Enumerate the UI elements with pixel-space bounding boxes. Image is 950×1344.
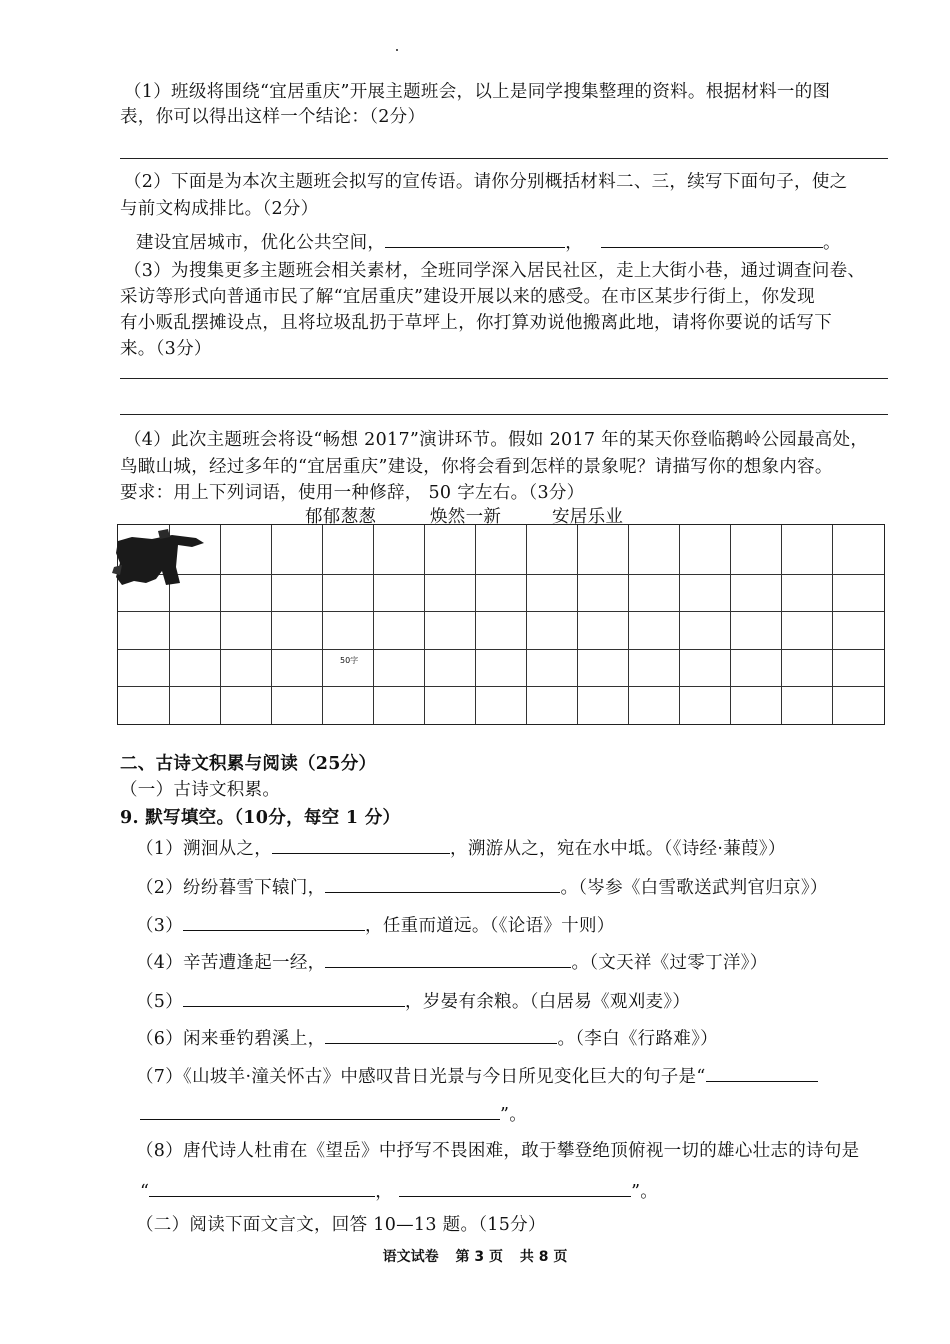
fill-6-post: 。（李白《行路难》） [557,1029,718,1049]
fill-1-blank[interactable] [272,835,450,854]
fill-3-blank[interactable] [183,912,365,931]
q2-sentence [136,229,841,255]
grid-col-line [526,525,527,724]
section2b-title: （二）阅读下面文言文，回答 10—13 题。（15分） [136,1215,546,1235]
q1-line1: （1）班级将围绕“宜居重庆”开展主题班会，以上是同学搜集整理的资料。根据材料一的图 [124,82,831,102]
q3-answer-line-2[interactable] [120,414,888,415]
grid-col-line [475,525,476,724]
footer-total: 共 8 页 [519,1249,568,1265]
grid-row-line [118,611,884,612]
fill-7 [136,1063,818,1089]
fill-1-post: ，溯游从之，宛在水中坻。（《诗经·蒹葭》） [450,839,786,859]
fill-7-pre: （7）《山坡羊·潼关怀古》中感叹昔日光景与今日所见变化巨大的句子是“ [136,1067,706,1087]
q4-word-3: 安居乐业 [552,507,624,527]
fill-6-pre: （6）闲来垂钓碧溪上， [136,1029,326,1049]
grid-col-line [424,525,425,724]
grid-col-line [679,525,680,724]
fill-7-blank-a[interactable] [706,1063,818,1082]
grid-col-line [322,525,323,724]
grid-row-line [118,649,884,650]
fill-3 [136,912,615,938]
q4-line2: 鸟瞰山城，经过多年的“宜居重庆”建设，你将会看到怎样的景象呢？请描写你的想象内容。 [120,457,833,477]
fill-5 [136,988,690,1014]
q3-line1: （3）为搜集更多主题班会相关素材，全班同学深入居民社区，走上大街小巷，通过调查问卷、 [124,261,866,281]
fill-8-sep: ， [375,1182,394,1202]
grid-col-line [730,525,731,724]
fill-4-blank[interactable] [325,949,571,968]
fill-8-cont [140,1178,658,1204]
fill-5-blank[interactable] [183,988,405,1007]
fill-8-blank-2[interactable] [399,1178,631,1197]
fill-4-post: 。（文天祥《过零丁洋》） [571,953,768,973]
grid-col-line [577,525,578,724]
footer-page: 第 3 页 [455,1249,503,1265]
section2-sub1: （一）古诗文积累。 [120,780,281,800]
q9-heading: 9. 默写填空。（10分，每空 1 分） [120,808,401,828]
grid-col-line [628,525,629,724]
section2-title: 二、古诗文积累与阅读（25分） [120,754,377,774]
q4-word-2: 焕然一新 [430,507,502,527]
q1-answer-line[interactable] [120,158,888,159]
grid-col-line [271,525,272,724]
fill-1 [136,835,786,861]
writing-grid[interactable] [117,524,885,725]
fill-8-close-quote: ”。 [631,1182,659,1202]
q1-line2: 表，你可以得出这样一个结论：（2分） [120,107,426,127]
q3-answer-line-1[interactable] [120,378,888,379]
grid-col-line [373,525,374,724]
q3-line2: 采访等形式向普通市民了解“宜居重庆”建设开展以来的感受。在市区某步行街上，你发现 [120,287,815,307]
fill-2-pre: （2）纷纷暮雪下辕门， [136,878,326,898]
q3-line3: 有小贩乱摆摊设点，且将垃圾乱扔于草坪上，你打算劝说他搬离此地，请将你要说的话写下 [120,313,832,333]
fill-4-pre: （4）辛苦遭逢起一经， [136,953,326,973]
fill-8-blank-1[interactable] [149,1178,375,1197]
page-footer [0,1246,950,1266]
q2-sep: ， [565,233,584,253]
speck [396,49,398,51]
fill-2 [136,874,828,900]
fill-2-post: 。（岑参《白雪歌送武判官归京》） [560,878,828,898]
fill-8-open-quote: “ [140,1182,150,1202]
grid-col-line [781,525,782,724]
q2-blank-2[interactable] [601,229,823,248]
fill-5-pre: （5） [136,992,184,1012]
fill-3-pre: （3） [136,916,184,936]
ink-blot [112,527,208,587]
fill-7-blank-b[interactable] [140,1101,500,1120]
footer-subject: 语文试卷 [382,1249,439,1265]
fill-3-post: ，任重而道远。（《论语》十则） [365,916,615,936]
grid-row-line [118,574,884,575]
fill-7-post: ”。 [500,1105,528,1125]
grid-50-mark: 50字 [340,656,359,665]
fill-4 [136,949,768,975]
q2-end: 。 [823,233,841,253]
q2-line1: （2）下面是为本次主题班会拟写的宣传语。请你分别概括材料二、三，续写下面句子，使之 [124,172,848,192]
fill-6 [136,1025,718,1051]
q4-line3: 要求：用上下列词语，使用一种修辞， 50 字左右。（3分） [120,483,585,503]
fill-8: （8）唐代诗人杜甫在《望岳》中抒写不畏困难，敢于攀登绝顶俯视一切的雄心壮志的诗句是 [136,1141,860,1161]
fill-7-cont [140,1101,527,1127]
q3-line4: 来。（3分） [120,339,212,359]
fill-5-post: ，岁晏有余粮。（白居易《观刈麦》） [405,992,691,1012]
q4-line1: （4）此次主题班会将设“畅想 2017”演讲环节。假如 2017 年的某天你登临鹅岭公园最高处， [124,430,869,450]
q2-sentence-start: 建设宜居城市，优化公共空间， [136,233,386,253]
fill-6-blank[interactable] [325,1025,557,1044]
q2-line2: 与前文构成排比。（2分） [120,199,319,219]
grid-col-line [832,525,833,724]
grid-row-line [118,686,884,687]
q2-blank-1[interactable] [385,229,565,248]
fill-2-blank[interactable] [325,874,560,893]
grid-col-line [220,525,221,724]
q4-word-1: 郁郁葱葱 [305,507,377,527]
fill-1-pre: （1）溯洄从之， [136,839,273,859]
